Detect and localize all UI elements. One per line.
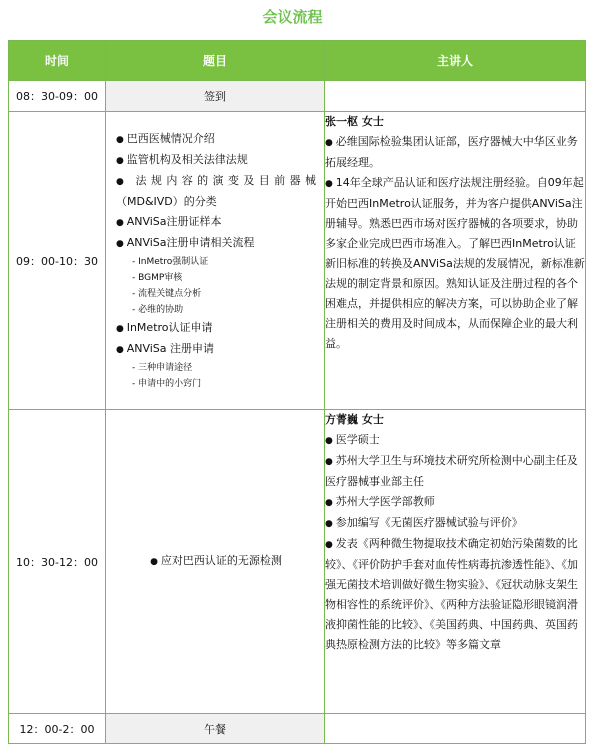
topic-item: ● InMetro认证申请 [116,318,316,339]
topic-subitem: - BGMP审核 [116,270,316,286]
topic-subitem: - 流程关键点分析 [116,286,316,302]
time-cell: 08：30-09：00 [9,81,106,112]
topic-subitem: - InMetro强制认证 [116,254,316,270]
speaker-cell [325,112,586,410]
time-cell: 12：00-2：00 [9,714,106,744]
speaker-cell [325,410,586,714]
page-title: 会议流程 [262,8,323,26]
topic-subitem: - 必维的协助 [116,302,316,318]
table-row [9,112,586,410]
topic-subitem: - 三种申请途径 [116,360,316,376]
table-row [9,81,586,112]
header-speaker: 主讲人 [325,41,586,81]
table-row [9,410,586,714]
speaker-bio-item: ● 医学硕士 [325,430,585,451]
topic-item: ● 应对巴西认证的无源检测 [116,551,316,572]
table-row [9,714,586,744]
topic-cell [106,410,325,714]
speaker-name: 方菁巍 女士 [325,413,384,426]
header-time: 时间 [9,41,106,81]
time-cell: 09：00-10：30 [9,112,106,410]
speaker-bio-item: ● 必维国际检验集团认证部，医疗器械大中华区业务拓展经理。 [325,132,585,173]
speaker-bio [325,132,585,354]
speaker-cell [325,714,586,744]
topic-item: ● ANViSa注册申请相关流程 [116,233,316,254]
header-topic: 题目 [106,41,325,81]
topic-item: （MD&IVD）的分类 [116,195,217,208]
topic-item: ● ANViSa 注册申请 [116,339,316,360]
topic-item: ● ANViSa注册证样本 [116,212,316,233]
topic-list [106,129,324,392]
speaker-bio-item: ● 苏州大学卫生与环境技术研究所检测中心副主任及医疗器械事业部主任 [325,451,585,492]
topic-item: ● 监管机构及相关法律法规 [116,150,316,171]
speaker-bio [325,430,585,655]
topic-cell: 午餐 [106,714,325,744]
speaker-bio-item: ● 苏州大学医学部教师 [325,492,585,513]
topic-cell [106,112,325,410]
topic-list [106,551,324,572]
agenda-table [8,40,586,744]
topic-item: ● 巴西医械情况介绍 [116,129,316,150]
speaker-bio-item: ● 参加编写《无菌医疗器械试验与评价》 [325,513,585,534]
speaker-name: 张一枢 女士 [325,115,384,128]
header-row [9,41,586,81]
topic-item: ● 法规内容的演变及目前器械 [116,171,316,192]
speaker-cell [325,81,586,112]
speaker-bio-item: ● 14年全球产品认证和医疗法规注册经验。自09年起开始巴西InMetro认证服务，并为客户提供ANViSa注册辅导。熟悉巴西市场对医疗器械的各项要求，协助多家企业完成巴西市场准入。了解巴西InMetro认证新旧标准的转换及ANViSa法规的发展情况，新标准新法规的制定背景和原因。熟知认证及注册过程的各个困难点，并提供相应的解决方案，可以协助企业了解注册相关的费用及时间成本，从而保障企业的最大利益。 [325,173,585,354]
time-cell: 10：30-12：00 [9,410,106,714]
topic-subitem: - 申请中的小窍门 [116,376,316,392]
speaker-bio-item: ● 发表《两种微生物提取技术确定初始污染菌数的比较》、《评价防护手套对血传性病毒抗渗透性能》、《加强无菌技术培训做好微生物实验》、《冠状动脉支架生物相容性的系统评价》、《两种方法验证隐形眼镜润滑液抑菌性能的比较》、《美国药典、中国药典、英国药典热原检测方法的比较》等多篇文章 [325,534,585,655]
topic-cell: 签到 [106,81,325,112]
